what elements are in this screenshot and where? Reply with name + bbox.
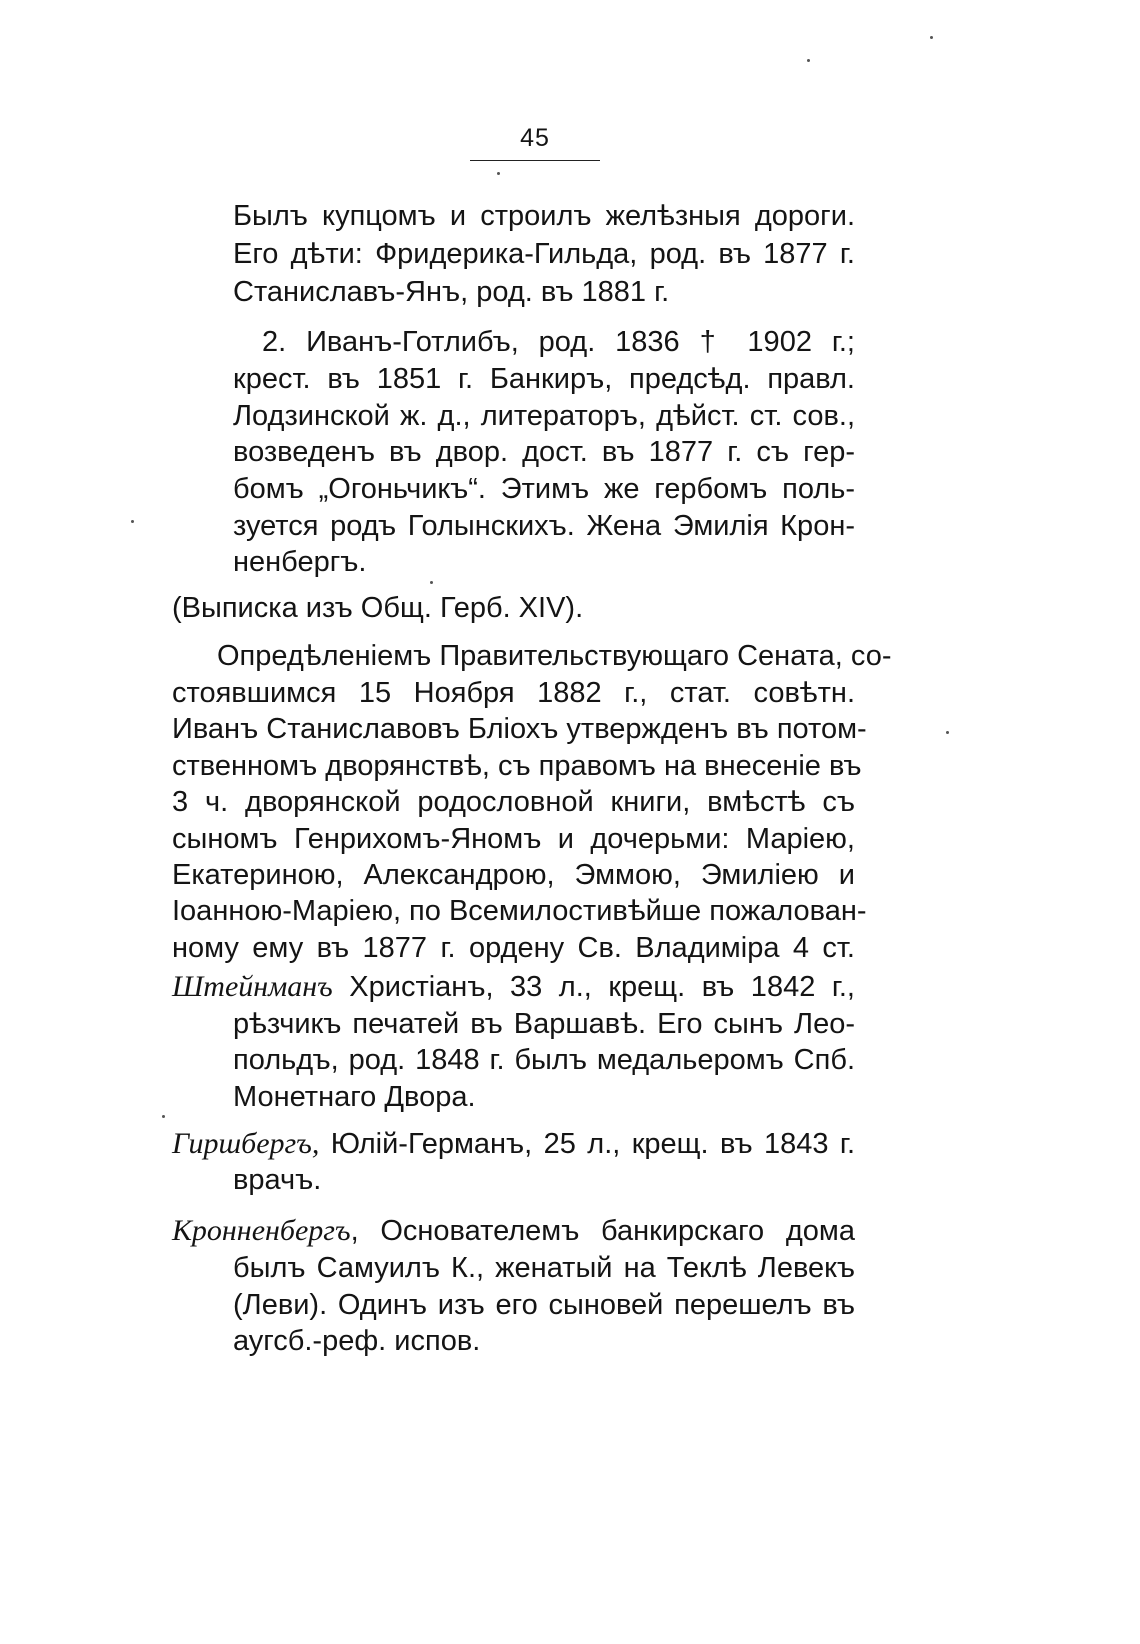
text-line: Иванъ Станиславовъ Бліохъ утвержденъ въ потом- <box>172 713 867 745</box>
text-line: Станиславъ-Янъ, род. въ 1881 г. <box>233 276 670 308</box>
text-line: Его дѣти: Фридерика-Гильда, род. въ 1877 г. <box>233 238 855 270</box>
text-line: Іоанною-Маріею, по Всемилостивѣйше пожалован- <box>172 895 867 927</box>
text-line: крест. въ 1851 г. Банкиръ, предсѣд. правл. <box>233 363 855 395</box>
text-line: Опредѣленіемъ Правительствующаго Сената, со- <box>217 640 892 672</box>
source-citation: (Выписка изъ Общ. Герб. XIV). <box>172 592 584 624</box>
text-line: Екатериною, Александрою, Эммою, Эмиліею и <box>172 859 855 891</box>
entry-surname: Штейнманъ <box>172 970 333 1003</box>
scan-speck <box>807 59 810 62</box>
text-line: польдъ, род. 1848 г. былъ медальеромъ Спб. <box>233 1044 855 1076</box>
text-line: (Леви). Одинъ изъ его сыновей перешелъ въ <box>233 1289 855 1321</box>
entry-text: , Основателемъ банкирскаго дома <box>350 1215 855 1247</box>
scan-speck <box>430 581 433 584</box>
text-line: Былъ купцомъ и строилъ желѣзныя дороги. <box>233 200 855 232</box>
scan-speck <box>162 1115 165 1118</box>
text-line: врачъ. <box>233 1164 322 1196</box>
text-line: возведенъ въ двор. дост. въ 1877 г. съ гер- <box>233 436 855 468</box>
page-number: 45 <box>520 124 550 152</box>
entry-first-line <box>172 1213 855 1249</box>
entry-surname: Кронненбергъ <box>172 1214 351 1247</box>
entry-text: Юлій-Германъ, 25 л., крещ. въ 1843 г. <box>319 1128 855 1160</box>
entry-first-line <box>172 969 855 1005</box>
text-line: ненбергъ. <box>233 546 367 578</box>
entry-surname: Гиршбергъ, <box>172 1127 320 1160</box>
scan-speck <box>131 520 134 523</box>
text-line: ному ему въ 1877 г. ордену Св. Владиміра 4 ст. <box>172 932 855 964</box>
text-line: 2. Иванъ-Готлибъ, род. 1836 † 1902 г.; <box>262 326 855 358</box>
text-line: зуется родъ Голынскихъ. Жена Эмилія Крон- <box>233 510 855 542</box>
text-line: ственномъ дворянствѣ, съ правомъ на внесеніе въ <box>172 750 862 782</box>
text-line: бомъ „Огоньчикъ“. Этимъ же гербомъ поль- <box>233 473 855 505</box>
entry-first-line <box>172 1126 855 1162</box>
text-line: 3 ч. дворянской родословной книги, вмѣстѣ съ <box>172 786 855 818</box>
text-line: рѣзчикъ печатей въ Варшавѣ. Его сынъ Лео- <box>233 1008 855 1040</box>
entry-text: Христіанъ, 33 л., крещ. въ 1842 г., <box>332 971 855 1003</box>
scan-speck <box>930 36 933 39</box>
text-line: сыномъ Генрихомъ-Яномъ и дочерьми: Маріею, <box>172 823 855 855</box>
text-line: Монетнаго Двора. <box>233 1081 476 1113</box>
scan-speck <box>497 172 500 175</box>
text-line: Лодзинской ж. д., литераторъ, дѣйст. ст. сов., <box>233 400 855 432</box>
scan-speck <box>946 731 949 734</box>
text-line: былъ Самуилъ К., женатый на Теклѣ Левекъ <box>233 1252 855 1284</box>
text-line: стоявшимся 15 Ноября 1882 г., стат. совѣтн. <box>172 677 855 709</box>
text-line: аугсб.-реф. испов. <box>233 1325 481 1357</box>
